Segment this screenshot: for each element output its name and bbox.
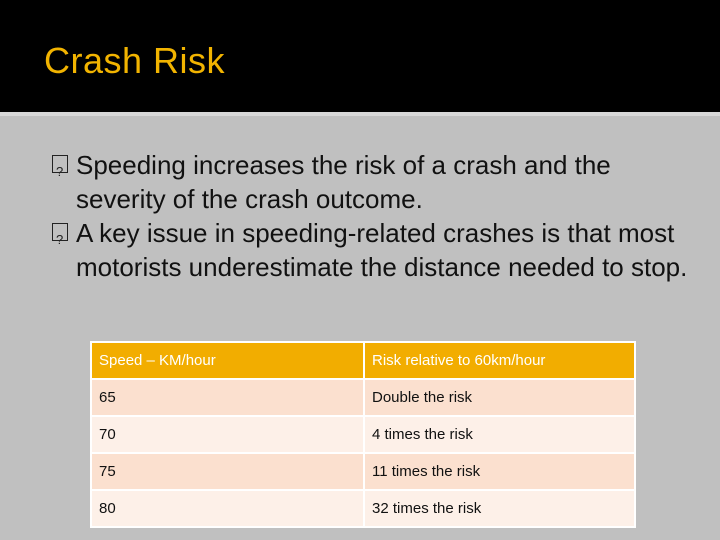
table-row <box>91 490 635 527</box>
slide-title: Crash Risk <box>44 40 226 81</box>
bullet-text: Speeding increases the risk of a crash and the severity of the crash outcome. <box>76 150 611 214</box>
title-divider <box>0 112 720 116</box>
bullet-marker-icon <box>52 155 68 173</box>
table-cell-speed: 75 <box>91 453 364 490</box>
table-cell-speed: 80 <box>91 490 364 527</box>
table-row <box>91 416 635 453</box>
header-risk: Risk relative to 60km/hour <box>364 342 635 379</box>
table-cell-speed: 70 <box>91 416 364 453</box>
risk-table <box>90 341 636 528</box>
table-row <box>91 453 635 490</box>
table-cell-risk: 11 times the risk <box>364 453 635 490</box>
table-cell-risk: 32 times the risk <box>364 490 635 527</box>
table-header-row <box>91 342 635 379</box>
table-cell-speed: 65 <box>91 379 364 416</box>
bullet-marker-icon <box>52 223 68 241</box>
bullet-item <box>52 148 702 216</box>
title-bar <box>0 0 720 112</box>
bullet-item <box>52 216 702 284</box>
table-cell-risk: 4 times the risk <box>364 416 635 453</box>
header-speed: Speed – KM/hour <box>91 342 364 379</box>
table-cell-risk: Double the risk <box>364 379 635 416</box>
table-row <box>91 379 635 416</box>
bullet-list <box>52 148 702 284</box>
bullet-text: A key issue in speeding-related crashes is that most motorists underestimate the distance needed to stop. <box>76 218 688 282</box>
